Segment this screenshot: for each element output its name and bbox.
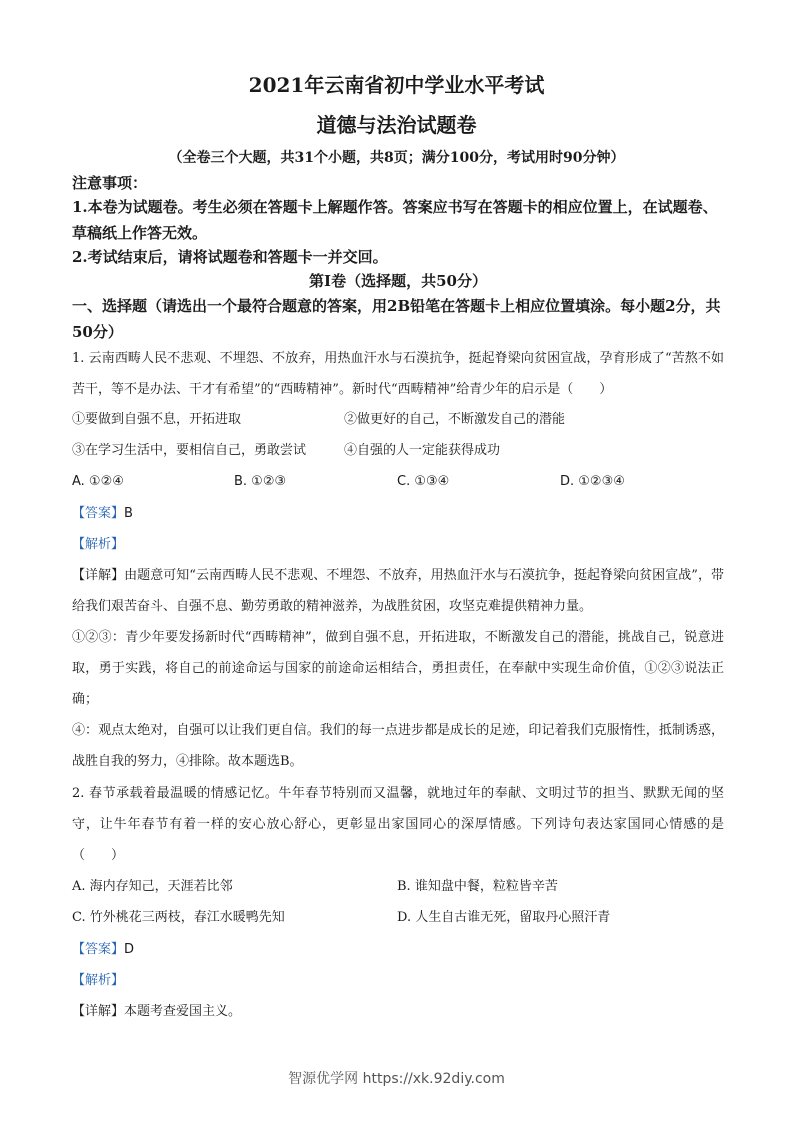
option-b: B. 谁知盘中餐，粒粒皆辛苦 [397,879,558,894]
option-a: A. ①②④ [72,474,124,489]
detail-tag: 【详解】 [72,568,125,583]
analysis-tag: 【解析】 [72,537,125,552]
option-c: C. ①③④ [397,474,450,489]
exam-title: 2021年云南省初中学业水平考试 [248,73,545,97]
statement-4: ④自强的人一定能获得成功 [344,443,501,458]
question-1-detail-p3: ④：观点太绝对，自强可以让我们更自信。我们的每一点进步都是成长的足迹，印记着我们克服惰性，抵制诱惑，战胜自我的努力，④排除。故本题选B。 [72,723,724,769]
subject-title: 道德与法治试题卷 [316,113,477,137]
option-d: D. 人生自古谁无死，留取丹心照汗青 [397,910,611,925]
statement-1: ①要做到自强不息，开拓进取 [72,412,242,427]
question-2-detail [72,996,724,1027]
analysis-tag: 【解析】 [72,973,125,988]
option-b: B. ①②③ [234,474,287,489]
notice-item-1: 1.本卷为试题卷。考生必须在答题卡上解题作答。答案应书写在答题卡的相应位置上，在试题卷、草稿纸上作答无效。 [72,198,718,242]
detail-text: 由题意可知“云南西畴人民不悲观、不埋怨、不放弃，用热血汗水与石漠抗争，挺起脊梁向贫困宣战”，带给我们艰苦奋斗、自强不息、勤劳勇敢的精神滋养，为战胜贫困，攻坚克难提供精神力量。 [72,568,724,614]
answer-value: D [124,942,135,957]
option-a: A. 海内存知己，天涯若比邻 [72,879,233,894]
exam-info: （全卷三个大题，共31个小题，共8页；满分100分，考试用时90分钟） [168,150,625,166]
notice-item-2: 2.考试结束后，请将试题卷和答题卡一并交回。 [72,248,388,266]
detail-tag: 【详解】 [72,1004,125,1019]
option-d: D. ①②③④ [560,474,625,489]
answer-tag: 【答案】 [72,506,125,521]
answer-tag: 【答案】 [72,942,125,957]
question-2-answer [72,934,724,965]
statement-3: ③在学习生活中，要相信自己，勇敢尝试 [72,443,307,458]
question-1-detail-p2: ①②③：青少年要发扬新时代“西畴精神”，做到自强不息，开拓进取，不断激发自己的潜能，挑战自己，锐意进取，勇于实践，将自己的前途命运与国家的前途命运相结合，勇担责任，在奉献中实现生命价值，①②③说法正确； [72,630,724,707]
question-1-detail [72,560,724,622]
footer-watermark: 智源优学网 https://xk.92diy.com [288,1071,505,1087]
statement-2: ②做更好的自己，不断激发自己的潜能 [344,412,566,427]
question-1-stem: 1. 云南西畴人民不悲观、不埋怨、不放弃，用热血汗水与石漠抗争，挺起脊梁向贫困宣战，孕育形成了“苦熬不如苦干，等不是办法、干才有希望”的“西畴精神”。新时代“西畴精神”给青少年的启示是（ ） [72,351,724,397]
part1-heading: 第Ⅰ卷（选择题，共50分） [309,272,487,290]
section-heading: 一、选择题（请选出一个最符合题意的答案，用2B铅笔在答题卡上相应位置填涂。每小题2分，共50分） [72,297,721,341]
question-1-analysis [72,529,724,560]
answer-value: B [124,506,133,521]
question-2-analysis [72,965,724,996]
question-1-answer [72,498,724,529]
notice-heading: 注意事项： [72,174,148,192]
option-c: C. 竹外桃花三两枝，春江水暖鸭先知 [72,910,285,925]
detail-text: 本题考查爱国主义。 [124,1004,242,1019]
question-2-stem: 2. 春节承载着最温暖的情感记忆。牛年春节特别而又温馨，就地过年的奉献、文明过节的担当、默默无闻的坚守，让牛年春节有着一样的安心放心舒心，更彰显出家国同心的深厚情感。下列诗句表达家国同心情感的是（ ） [72,786,724,863]
